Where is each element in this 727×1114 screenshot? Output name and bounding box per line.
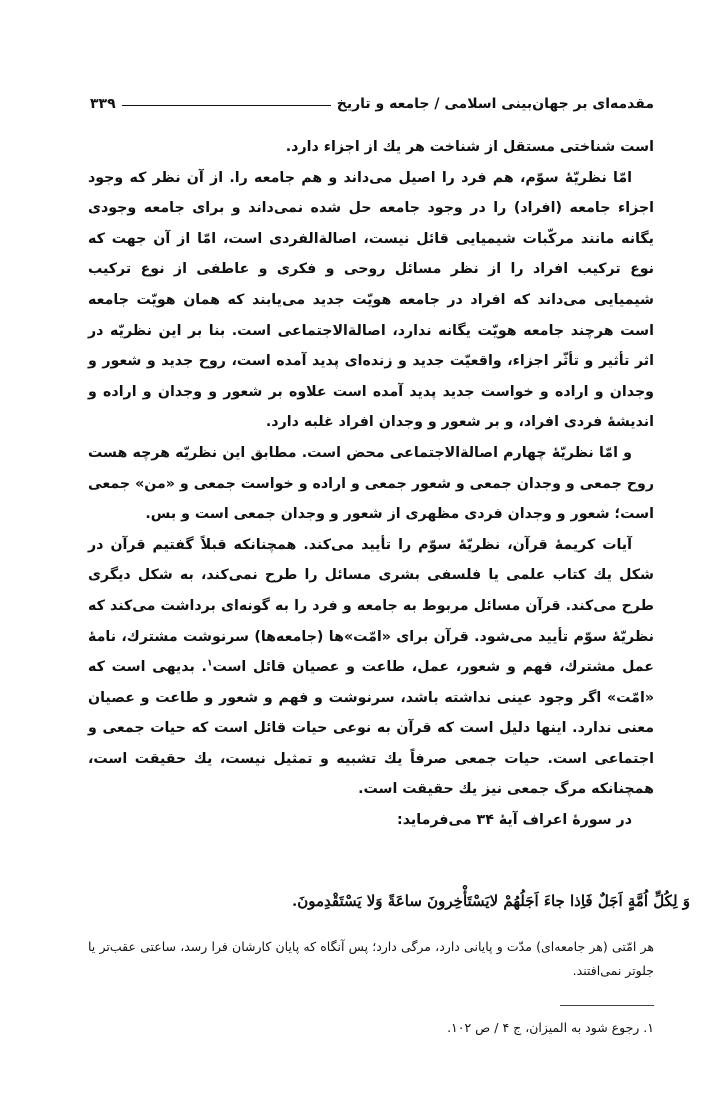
- paragraph: امّا نظریّهٔ سوّم، هم فرد را اصیل می‌داند و هم جامعه را. از آن نظر که وجود اجزاء جامعه (افراد) را در وجود جامعه حل شده نمی‌داند و برای جامعه وجودی یگانه مانند مرکّبات شیمیایی قائل نیست، اصالة‌الفردی است، امّا از آن جهت که نوع ترکیب افراد را از نظر مسائل روحی و فکری و عاطفی از نوع ترکیب شیمیایی می‌داند که افراد در جامعه هویّت جدید می‌یابند که همان هویّت جامعه است هرچند جامعه هویّت یگانه ندارد، اصالة‌الاجتماعی است. بنا بر این نظریّه در اثر تأثیر و تأثّر اجزاء، واقعیّت جدید و زنده‌ای پدید آمده است، روح جدید و شعور و وجدان و اراده و خواست جدید پدید آمده است علاوه بر شعور و وجدان و اراده و اندیشهٔ فردی افراد، و بر شعور و وجدان افراد غلبه دارد.: [88, 169, 654, 431]
- footnote-rule: [560, 1005, 654, 1006]
- paragraph: است شناختی مستقل از شناخت هر یك از اجزاء دارد.: [285, 139, 654, 155]
- header-rule: [122, 105, 331, 106]
- running-header: [90, 88, 654, 112]
- paragraph-text: . بدیهی است که «امّت» اگر وجود عینی نداشته باشد، سرنوشت و فهم و شعور و طاعت و عصیان معنی ندارد. اینها دلیل است که قرآن به نوعی حیات قائل است که حیات جمعی و اجتماعی است. حیات جمعی صرفاً یك تشبیه و تمثیل نیست، یك حقیقت است، همچنانکه مرگ جمعی نیز یك حقیقت است.: [88, 659, 654, 798]
- quran-verse: وَ لِکُلِّ اُمَّةٍ اَجَلٌ فَاِذا جاءَ اَجَلُهُمْ لایَسْتَأْخِرونَ ساعَةً وَلا یَسْتَقْدِمونَ.: [291, 892, 690, 910]
- page-number: ۳۳۹: [90, 96, 116, 112]
- footnote-marker: ۱: [206, 658, 213, 669]
- running-title: مقدمه‌ای بر جهان‌بینی اسلامی / جامعه و تاریخ: [336, 96, 654, 112]
- verse-translation: هر امّتی (هر جامعه‌ای) مدّت و پایانی دارد، مرگی دارد؛ پس آنگاه که پایان کارشان فرا رسد، ساعتی عقب‌تر یا جلوتر نمی‌افتند.: [88, 939, 654, 978]
- paragraph-text: آیات کریمهٔ قرآن، نظریّهٔ سوّم را تأیید می‌کند. همچنانکه قبلاً گفتیم قرآن در شکل یك کتاب علمی یا فلسفی بشری مسائل را طرح نمی‌کند، به شکل دیگری طرح می‌کند. قرآن مسائل مربوط به جامعه و فرد را به گونه‌ای برداشت می‌کند که نظریّهٔ سوّم تأیید می‌شود. قرآن برای «امّت»ها (جامعه‌ها) سرنوشت مشترك، نامهٔ عمل مشترك، فهم و شعور، عمل، طاعت و عصیان قائل است: [88, 536, 654, 676]
- footnote: ۱. رجوع شود به المیزان، ج ۴ / ص ۱۰۲.: [447, 1020, 654, 1035]
- paragraph: [88, 530, 654, 805]
- paragraph: در سورهٔ اعراف آیهٔ ۳۴ می‌فرماید:: [397, 812, 632, 829]
- body-text: [88, 132, 654, 836]
- paragraph: و امّا نظریّهٔ چهارم اصالة‌الاجتماعی محض است. مطابق این نظریّه هرچه هست روح جمعی و وجدان جمعی و شعور جمعی و اراده و خواست جمعی و «من» جمعی است؛ شعور و وجدان فردی مظهری از شعور و وجدان جمعی است و بس.: [88, 444, 654, 523]
